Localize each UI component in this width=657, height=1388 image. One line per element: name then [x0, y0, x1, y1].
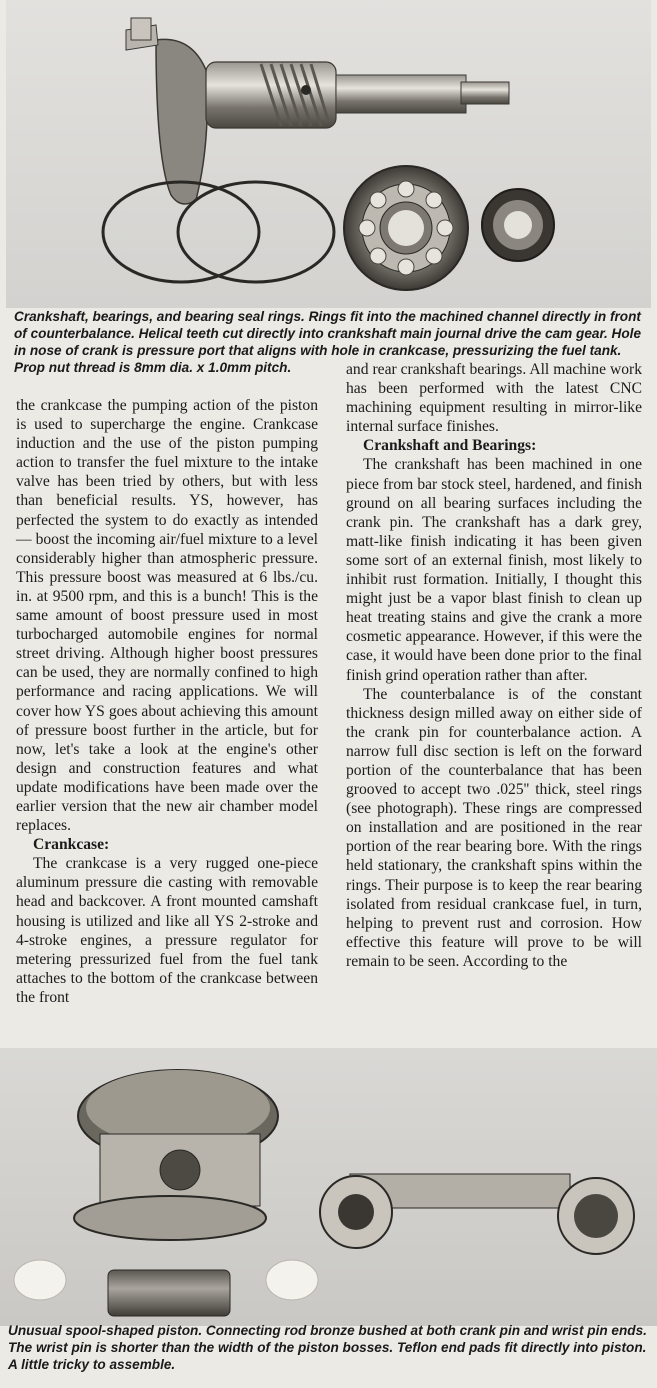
left-column: [16, 396, 318, 1007]
right-paragraph-1: and rear crankshaft bearings. All machine work has been performed with the latest CNC machining equipment resulting in mirror-like internal surface finishes.: [346, 361, 642, 436]
bottom-photo-caption: Unusual spool-shaped piston. Connecting rod bronze bushed at both crank pin and wrist pin ends. The wrist pin is shorter than the width of the piston bosses. Teflon end pads fit directly into piston. A little tricky to assemble.: [8, 1323, 647, 1372]
left-paragraph-2: The crankcase is a very rugged one-piece aluminum pressure die casting with removable head and backcover. A front mounted camshaft housing is utilized and like all YS 2-stroke and 4-stroke engines, a pressure regulator for metering pressurized fuel from the fuel tank attaches to the bottom of the crankcase between the front: [16, 855, 318, 1006]
crankcase-subhead: Crankcase:: [33, 836, 110, 854]
crankshaft-subhead: Crankshaft and Bearings:: [363, 437, 537, 455]
top-photo-caption: Crankshaft, bearings, and bearing seal rings. Rings fit into the machined channel directly in front of counterbalance. Helical teeth cut directly into crankshaft main journal drive the cam gear. Hole in nose of crank is pressure port that aligns with hole in crankcase, pressurizing the fuel tank. Prop nut thread is 8mm dia. x 1.0mm pitch.: [14, 309, 641, 375]
right-paragraph-3: The counterbalance is of the constant thickness design milled away on either side of the crank pin for counterbalance action. A narrow full disc section is left on the forward portion of the counterbalance that has been grooved to accept two .025'' thick, steel rings (see photograph). These rings are compressed on installation and are positioned in the rear portion of the rear bearing bore. With the rings held stationary, the crankshaft spins within the rings. Their purpose is to keep the rear bearing isolated from residual crankcase fuel, in turn, helping to prevent rust and corrosion. How effective this feature will prove to be will remain to be seen. According to the: [346, 685, 642, 970]
right-paragraph-2: The crankshaft has been machined in one piece from bar stock steel, hardened, and finish ground on all bearing surfaces including the crank pin. The crankshaft has a dark grey, matt-like finish indicating it has been given some sort of an external finish, most likely to inhibit rust formation. Initially, I thought this might just be a vapor blast finish to clean up heat treating stains and give the crank a more cosmetic appearance. However, if this were the case, it would have been done prior to the final finish grind operation rather than after.: [346, 456, 642, 684]
piston-photo: [0, 1048, 657, 1326]
right-column: [346, 360, 642, 971]
crankshaft-illustration: [6, 0, 651, 308]
left-paragraph-1: the crankcase the pumping action of the piston is used to supercharge the engine. Crankcase induction and the use of the piston pumping action to transfer the fuel mixture to the intake valve has been tried by others, but with less than beneficial results. YS, however, has perfected the system to do exactly as intended — boost the incoming air/fuel mixture to a level considerably higher than atmospheric pressure. This pressure boost was measured at 6 lbs./cu. in. at 9500 rpm, and this is a bunch! This is the same amount of boost pressure used in most turbocharged automobile engines for normal street driving. Although higher boost pressures can be used, they are normally confined to high performance and racing applications. We will cover how YS goes about achieving this amount of pressure boost further in the article, but for now, let's take a look at the engine's other design and construction features and what update modifications have been made over the earlier version that the new air chamber model replaces.: [16, 397, 318, 835]
crankshaft-photo: [6, 0, 651, 308]
piston-illustration: [0, 1048, 657, 1326]
